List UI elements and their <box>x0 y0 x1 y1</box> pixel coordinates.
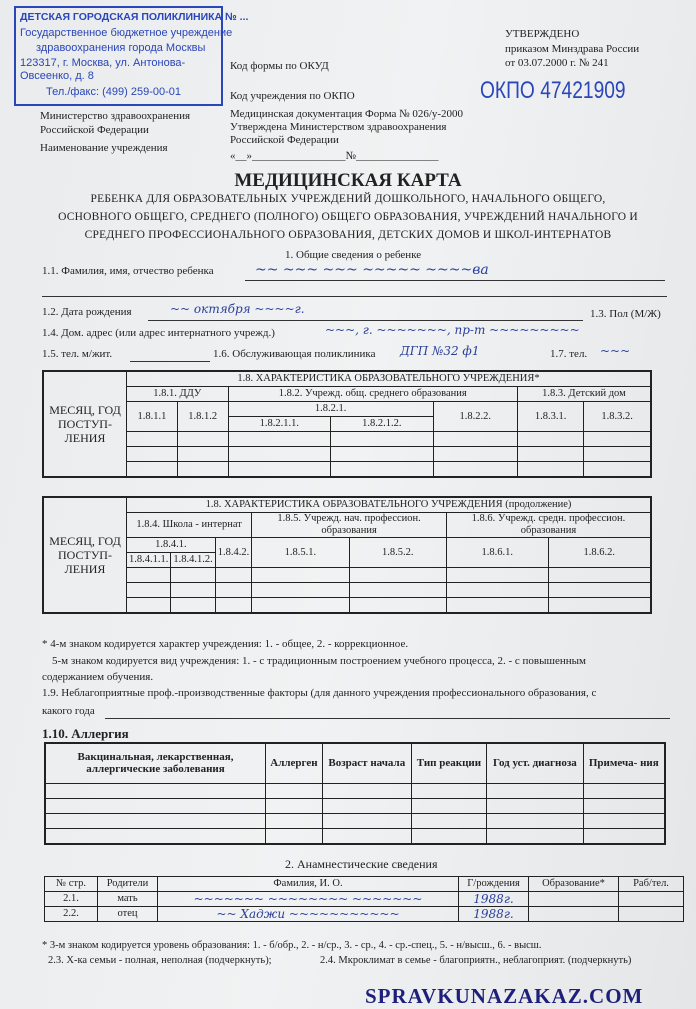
month-year-header: МЕСЯЦ, ГОД ПОСТУП- ЛЕНИЯ <box>43 371 127 477</box>
clinic-stamp <box>14 6 249 106</box>
ministry-line2: Российской Федерации <box>40 124 149 136</box>
stamp-line: Тел./факс: (499) 259-00-01 <box>46 86 181 98</box>
parents-table <box>44 876 684 922</box>
med-doc-form: Медицинская документация Форма № 026/у-2000 <box>230 108 464 120</box>
stamp-line: 123317, г. Москва, ул. Антонова-Овсеенко, д. 8 <box>20 57 186 82</box>
field-clinic-phone-label: 1.7. тел. <box>550 348 588 360</box>
note-line: 5-м знаком кодируется вид учреждения: 1. - с традиционным построением учебного процесса, 2. - с повышенным <box>52 655 586 667</box>
field-name-value[interactable]: ~~ ~~~ ~~~ ~~~~~ ~~~~ва <box>255 262 489 278</box>
col-header: Примеча- ния <box>583 743 665 783</box>
table-row <box>43 447 651 462</box>
row-number: 2.1. <box>45 892 98 907</box>
okpo-label: Код учреждения по ОКПО <box>230 90 355 102</box>
col-group: 1.8.6. Учрежд. средн. профессион. образования <box>446 513 651 538</box>
col-header: 1.8.2.1.2. <box>331 417 434 432</box>
col-header: Год уст. диагноза <box>487 743 584 783</box>
col-header: № стр. <box>45 877 98 892</box>
col-header: 1.8.2.1. <box>228 402 433 417</box>
table-row <box>43 583 651 598</box>
col-header: Фамилия, И. О. <box>158 877 459 892</box>
field-sex-label: 1.3. Пол (М/Ж) <box>590 308 661 320</box>
table-row <box>43 462 651 478</box>
col-header: 1.8.6.1. <box>446 538 548 568</box>
education-note: * 3-м знаком кодируется уровень образования: 1. - б/обр., 2. - н/ср., 3. - ср., 4. - ср.-спец., 5. - н/высш., 6. - высш. <box>42 940 542 951</box>
institution-table-1 <box>42 370 652 478</box>
col-header: Раб/тел. <box>619 877 684 892</box>
table-row <box>45 828 665 844</box>
col-header: Тип реакции <box>411 743 486 783</box>
col-group: 1.8.5. Учрежд. нач. профессион. образования <box>252 513 447 538</box>
section1-title: 1. Общие сведения о ребенке <box>285 249 422 261</box>
field-address-value[interactable]: ~~~, г. ~~~~~~~, пр-т ~~~~~~~~~ <box>325 323 580 337</box>
subtitle-line: ОСНОВНОГО ОБЩЕГО, СРЕДНЕГО (ПОЛНОГО) ОБЩЕГО ОБРАЗОВАНИЯ, УЧРЕЖДЕНИЙ НАЧАЛЬНОГО И <box>58 211 638 223</box>
family-note: 2.3. Х-ка семьи - полная, неполная (подчеркнуть); <box>48 955 272 966</box>
parent-birth-year[interactable]: 1988г. <box>459 907 529 922</box>
col-header: 1.8.3.2. <box>584 402 651 432</box>
subtitle-line: РЕБЕНКА ДЛЯ ОБРАЗОВАТЕЛЬНЫХ УЧРЕЖДЕНИЙ ДОШКОЛЬНОГО, НАЧАЛЬНОГО ОБЩЕГО, <box>90 193 606 205</box>
microclimate-note: 2.4. Мкроклимат в семье - благоприятн., неблагоприят. (подчеркнуть) <box>320 955 632 966</box>
parent-role: мать <box>98 892 158 907</box>
stamp-line: ДЕТСКАЯ ГОРОДСКАЯ ПОЛИКЛИНИКА № ... <box>20 11 249 23</box>
parent-birth-year[interactable]: 1988г. <box>459 892 529 907</box>
table-row <box>45 813 665 828</box>
col-header: Г/рождения <box>459 877 529 892</box>
okpo-stamp: ОКПО 47421909 <box>480 77 626 104</box>
note-line: содержанием обучения. <box>42 671 154 683</box>
col-group: 1.8.3. Детский дом <box>517 387 651 402</box>
approved-by-2: Российской Федерации <box>230 134 339 146</box>
col-header: 1.8.1.1 <box>127 402 178 432</box>
field-birthdate-label: 1.2. Дата рождения <box>42 306 132 318</box>
parent-name[interactable]: ~~ Хаджи ~~~~~~~~~~~ <box>158 907 459 922</box>
table-row <box>45 907 684 922</box>
col-header: 1.8.1.2 <box>177 402 228 432</box>
col-group: 1.8.2. Учрежд. общ. среднего образования <box>228 387 517 402</box>
col-header: Образование* <box>529 877 619 892</box>
col-header: 1.8.2.1.1. <box>228 417 331 432</box>
field-address-label: 1.4. Дом. адрес (или адрес интернатного учрежд.) <box>42 327 275 339</box>
field-clinic-label: 1.6. Обслуживающая поликлиника <box>213 348 376 360</box>
col-header: Родители <box>98 877 158 892</box>
table-row <box>43 568 651 583</box>
approved-heading: УТВЕРЖДЕНО <box>505 28 580 40</box>
note-line: какого года <box>42 705 95 717</box>
col-header: Аллерген <box>266 743 323 783</box>
table-row <box>45 892 684 907</box>
table-title: 1.8. ХАРАКТЕРИСТИКА ОБРАЗОВАТЕЛЬНОГО УЧРЕЖДЕНИЯ* <box>127 371 652 387</box>
col-header: 1.8.5.1. <box>252 538 349 568</box>
col-group: 1.8.1. ДДУ <box>127 387 229 402</box>
col-header: 1.8.4.1.1. <box>127 553 171 568</box>
parent-role: отец <box>98 907 158 922</box>
table-row <box>45 798 665 813</box>
col-header: 1.8.4.1.2. <box>171 553 215 568</box>
ministry-line1: Министерство здравоохранения <box>40 110 191 122</box>
parent-name[interactable]: ~~~~~~~ ~~~~~~~~ ~~~~~~~ <box>158 892 459 907</box>
table-row <box>43 432 651 447</box>
col-header: 1.8.5.2. <box>349 538 446 568</box>
allergy-table <box>44 742 666 845</box>
institution-name-label: Наименование учреждения <box>40 142 168 154</box>
order-line: приказом Минздрава России <box>505 43 640 55</box>
date-number-line: «__»_________________№_______________ <box>230 150 439 162</box>
row-number: 2.2. <box>45 907 98 922</box>
col-header: Вакцинальная, лекарственная, аллергические заболевания <box>45 743 266 783</box>
field-clinic-phone-value[interactable]: ~~~ <box>600 344 631 358</box>
institution-table-2 <box>42 496 652 614</box>
field-birthdate-value[interactable]: ~~ октября ~~~~г. <box>170 302 305 316</box>
stamp-line: здравоохранения города Москвы <box>36 42 206 54</box>
note-line: * 4-м знаком кодируется характер учреждения: 1. - общее, 2. - коррекционное. <box>42 638 409 650</box>
field-name-label: 1.1. Фамилия, имя, отчество ребенка <box>42 265 214 277</box>
stamp-line: Государственное бюджетное учреждение <box>20 27 233 39</box>
col-header: 1.8.2.2. <box>433 402 517 432</box>
note-line: 1.9. Неблагоприятные проф.-производственные факторы (для данного учреждения профессионального образования, с <box>42 687 597 699</box>
table-row <box>43 598 651 614</box>
col-header: 1.8.4.2. <box>215 538 252 568</box>
okud-label: Код формы по ОКУД <box>230 60 329 72</box>
field-clinic-value[interactable]: ДГП №32 ф1 <box>400 344 480 358</box>
section2-title: 2. Анамнестические сведения <box>285 857 438 871</box>
approved-by-1: Утверждена Министерством здравоохранения <box>230 121 447 133</box>
subtitle-line: СРЕДНЕГО ПРОФЕССИОНАЛЬНОГО ОБРАЗОВАНИЯ, ДЕТСКИХ ДОМОВ И ШКОЛ-ИНТЕРНАТОВ <box>84 229 612 241</box>
allergy-title: 1.10. Аллергия <box>42 726 129 741</box>
table-title: 1.8. ХАРАКТЕРИСТИКА ОБРАЗОВАТЕЛЬНОГО УЧРЕЖДЕНИЯ (продолжение) <box>127 497 652 513</box>
order-date: от 03.07.2000 г. № 241 <box>505 57 609 69</box>
watermark: SPRAVKUNAZAKAZ.COM <box>365 984 644 1008</box>
month-year-header: МЕСЯЦ, ГОД ПОСТУП- ЛЕНИЯ <box>43 497 127 613</box>
col-header: 1.8.4.1. <box>127 538 216 553</box>
page-title: МЕДИЦИНСКАЯ КАРТА <box>234 170 462 191</box>
col-group: 1.8.4. Школа - интернат <box>127 513 252 538</box>
col-header: Возраст начала <box>322 743 411 783</box>
col-header: 1.8.3.1. <box>517 402 583 432</box>
table-row <box>45 783 665 798</box>
col-header: 1.8.6.2. <box>548 538 651 568</box>
field-phone-label: 1.5. тел. м/жит. <box>42 348 113 360</box>
